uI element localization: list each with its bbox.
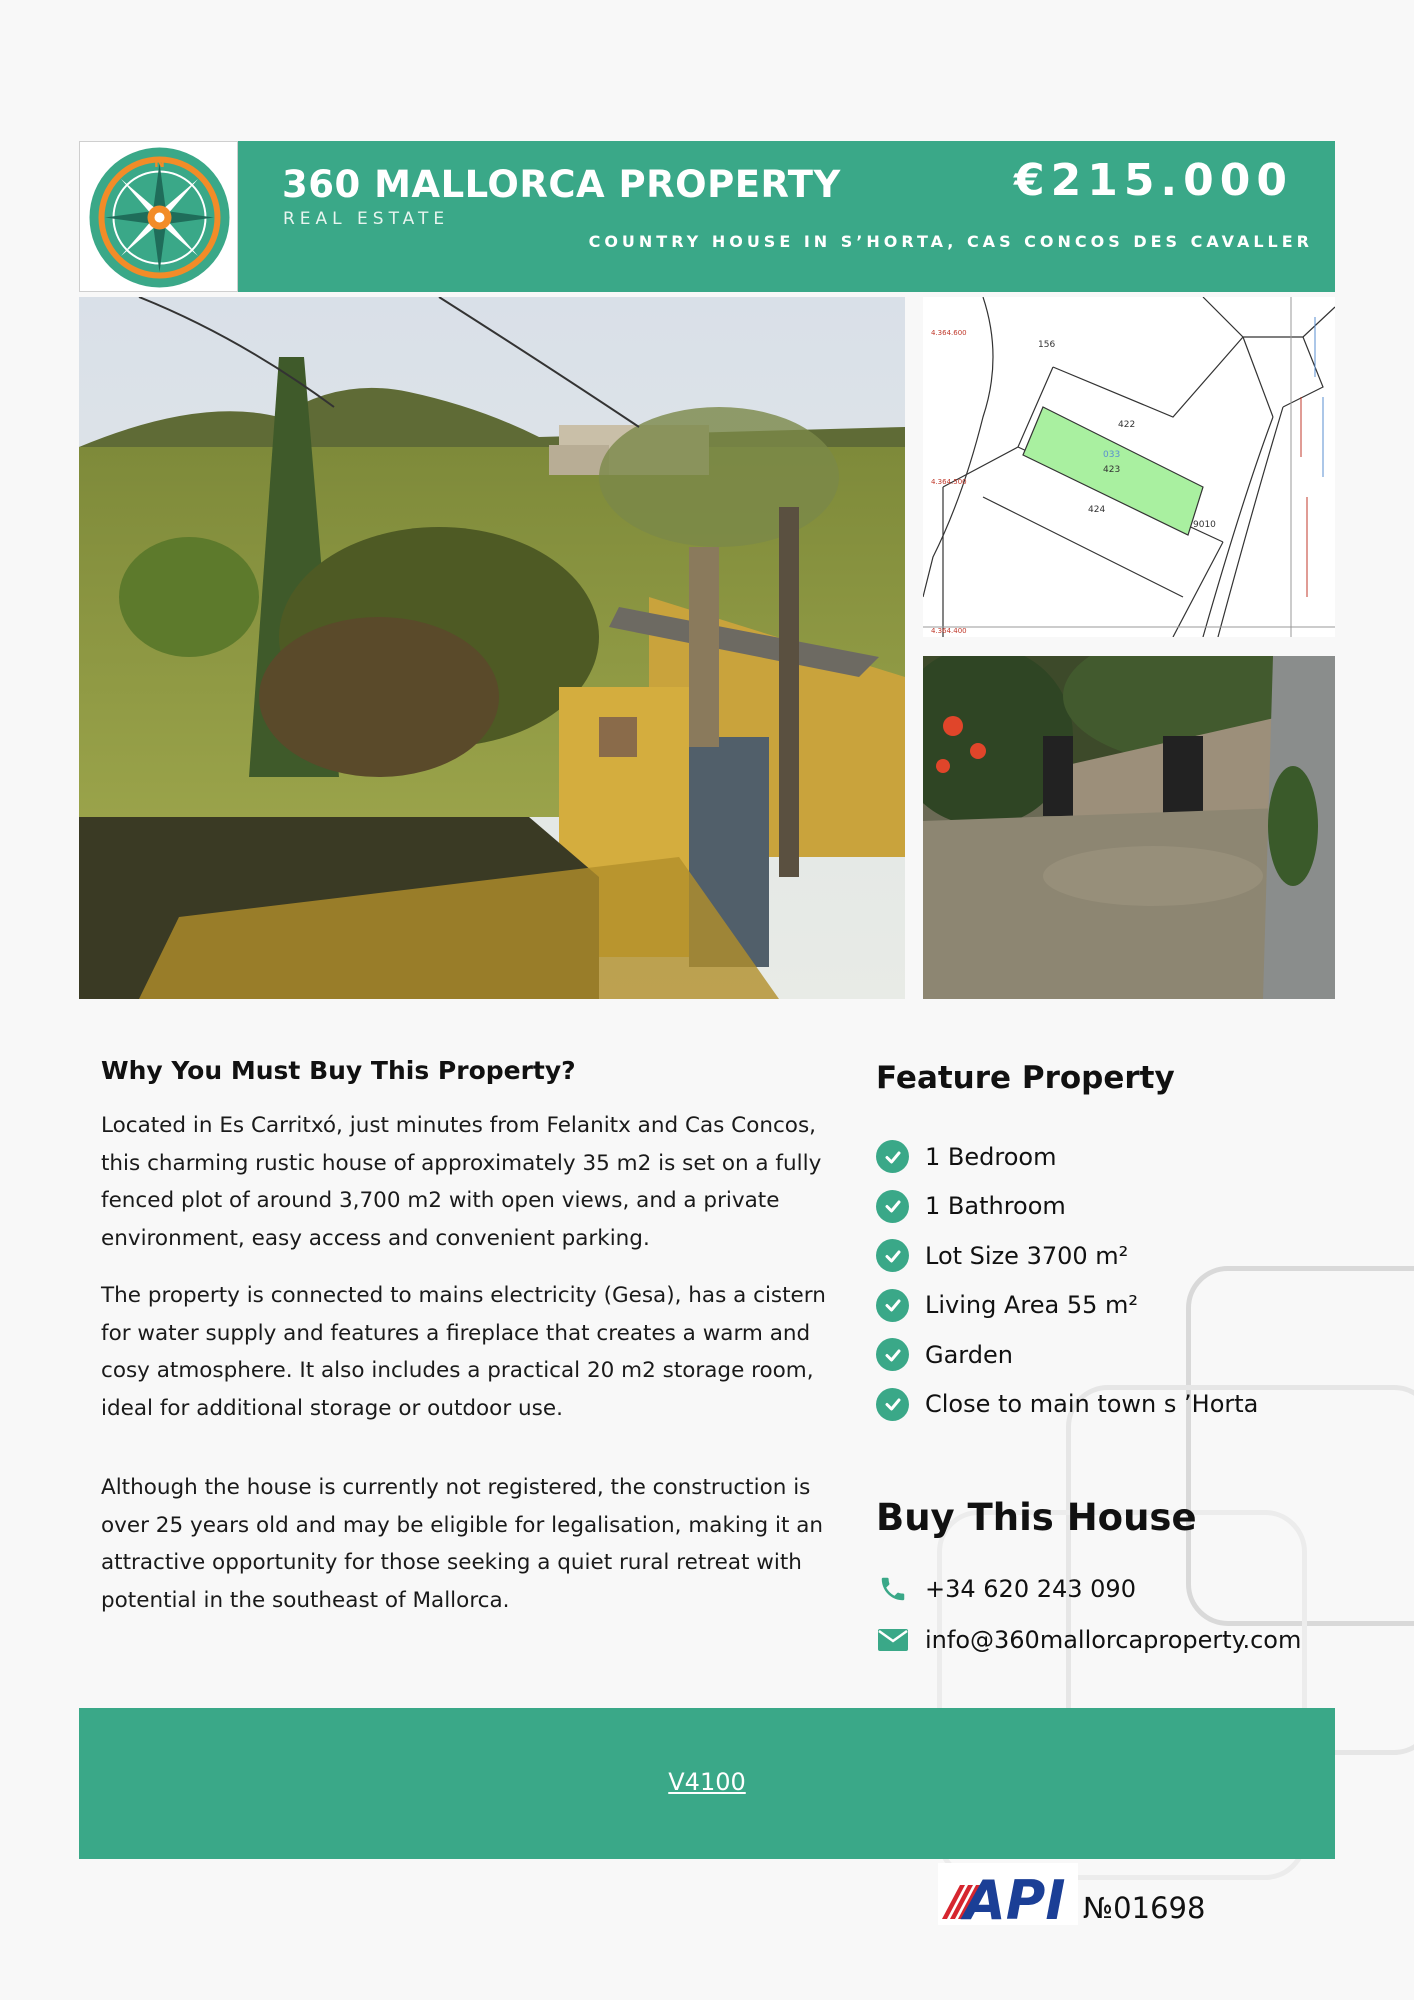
description-paragraph: Although the house is currently not registered, the construction is over 25 years old and may be eligible for legalisation, making it an attractive opportunity for those seeking a quiet rural retreat with potential in the southeast of Mallorca. [101, 1475, 824, 1613]
feature-item [876, 1132, 1258, 1182]
svg-text:API: API [964, 1869, 1066, 1925]
plan-label: 424 [1088, 505, 1106, 515]
reference-link[interactable]: V4100 [668, 1768, 746, 1796]
email-address[interactable]: info@360mallorcaproperty.com [925, 1626, 1302, 1654]
feature-item [876, 1330, 1258, 1380]
plan-label: 422 [1118, 420, 1136, 430]
plan-label: 9010 [1193, 520, 1216, 530]
feature-label: Close to main town s ’Horta [925, 1390, 1259, 1419]
check-circle-icon [876, 1388, 909, 1421]
check-circle-icon [876, 1190, 909, 1223]
contact-phone[interactable] [876, 1574, 1136, 1604]
brand-subtitle: REAL ESTATE [283, 209, 450, 229]
plan-coord-label: 4.364.400 [931, 627, 967, 635]
api-logo [938, 1863, 1078, 1929]
feature-item [876, 1231, 1258, 1281]
feature-label: 1 Bedroom [925, 1142, 1057, 1171]
main-property-photo [79, 297, 905, 999]
plan-coord-label: 4.364.600 [931, 329, 967, 337]
property-type: COUNTRY HOUSE IN S’HORTA, CAS CONCOS DES CAVALLER [588, 232, 1313, 251]
feature-item [876, 1182, 1258, 1232]
phone-number[interactable]: +34 620 243 090 [925, 1575, 1136, 1603]
compass-rose-logo-icon [87, 145, 232, 290]
contact-title: Buy This House [876, 1496, 1197, 1539]
feature-label: Living Area 55 m² [925, 1291, 1139, 1320]
envelope-icon [876, 1628, 909, 1652]
footer-banner [79, 1708, 1335, 1859]
check-circle-icon [876, 1338, 909, 1371]
description-paragraph: The property is connected to mains electricity (Gesa), has a cistern for water supply and features a fireplace that creates a warm and cosy atmosphere. It also includes a practical 20 m2 storage room, ideal for additional storage or outdoor use. [101, 1283, 826, 1421]
feature-item [876, 1380, 1258, 1430]
feature-item [876, 1281, 1258, 1331]
plan-coord-label: 4.364.500 [931, 478, 967, 486]
description-title: Why You Must Buy This Property? [101, 1056, 576, 1085]
check-circle-icon [876, 1239, 909, 1272]
contact-email[interactable] [876, 1626, 1301, 1654]
price: €215.000 [1013, 155, 1293, 206]
check-circle-icon [876, 1140, 909, 1173]
features-title: Feature Property [876, 1060, 1175, 1096]
description-section [101, 1056, 841, 1639]
phone-icon [876, 1574, 909, 1604]
plan-label: 156 [1038, 340, 1056, 350]
svg-text:N: N [154, 156, 165, 171]
courtyard-photo [923, 656, 1335, 999]
feature-label: Garden [925, 1340, 1013, 1369]
feature-label: 1 Bathroom [925, 1192, 1066, 1221]
check-circle-icon [876, 1289, 909, 1322]
description-paragraph: Located in Es Carritxó, just minutes from Felanitx and Cas Concos, this charming rustic house of approximately 35 m2 is set on a fully fenced plot of around 3,700 m2 with open views, and a private environment, easy access and convenient parking. [101, 1113, 822, 1251]
features-list [876, 1132, 1258, 1429]
brand-title: 360 MALLORCA PROPERTY [282, 163, 841, 206]
plan-label: 033 [1103, 450, 1121, 460]
cadastral-plan-image [923, 297, 1335, 637]
header-banner [79, 141, 1335, 292]
feature-label: Lot Size 3700 m² [925, 1241, 1129, 1270]
plan-label: 423 [1103, 465, 1121, 475]
api-number: №01698 [1083, 1891, 1206, 1925]
logo [79, 141, 238, 292]
